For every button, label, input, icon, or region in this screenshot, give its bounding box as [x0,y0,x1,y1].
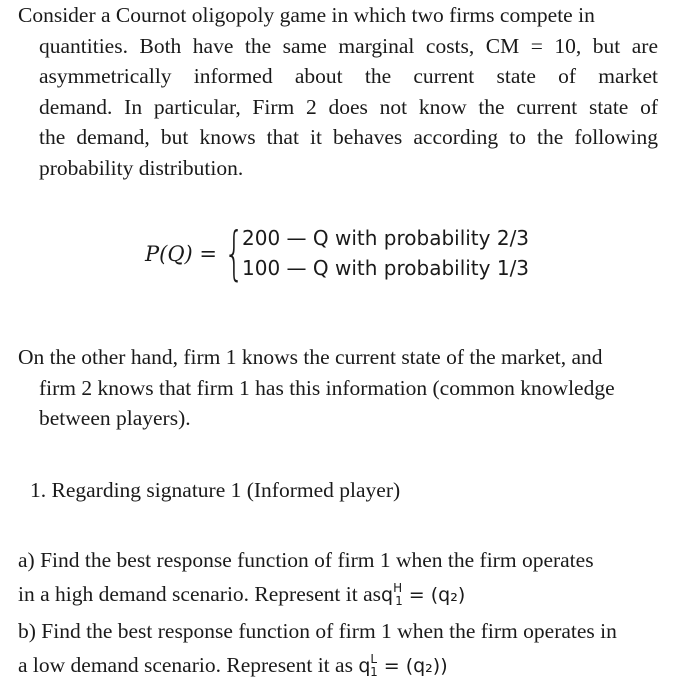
info-paragraph [18,342,680,434]
info-line: between players). [39,406,191,430]
question-b-text: a low demand scenario. Represent it as [18,653,359,677]
formula-case-high: 200 — Q with probability 2/3 [242,226,530,250]
intro-line: Consider a Cournot oligopoly game in which two firms compete in [18,3,595,27]
response-symbol-high: $q^H_1 = (q_2)$ [381,581,466,608]
question-b-line1: b) Find the best response function of firm 1 when the firm operates in [18,619,617,643]
intro-line: asymmetrically informed about the current state of market [39,64,658,88]
intro-line: the demand, but knows that it behaves according to the following [39,125,658,149]
intro-line: quantities. Both have the same marginal costs, CM = 10, but are [39,33,658,58]
intro-line: probability distribution. [39,155,244,180]
formula-case-low: 100 — Q with probability 1/3 [242,256,530,280]
question-b-line2 [18,648,678,685]
question-a-line2 [18,577,678,614]
info-line: firm 2 knows that firm 1 has this information (common knowledge [39,375,615,400]
question-a-line1: a) Find the best response function of firm 1 when the firm operates [18,548,594,572]
questions [18,543,678,685]
question-a-text: in a high demand scenario. Represent it as [18,582,382,606]
info-line: On the other hand, firm 1 knows the current state of the market, and [18,345,603,369]
formula-brace: { [224,219,245,287]
formula-lhs: P(Q) = [145,242,218,266]
response-symbol-low: $q^L_1 = (q_2)$) [358,652,448,679]
list-item-1: 1. Regarding signature 1 (Informed player) [30,478,401,502]
demand-formula [0,219,682,288]
intro-paragraph [18,0,658,183]
intro-line: demand. In particular, Firm 2 does not know the current state of [39,94,658,119]
